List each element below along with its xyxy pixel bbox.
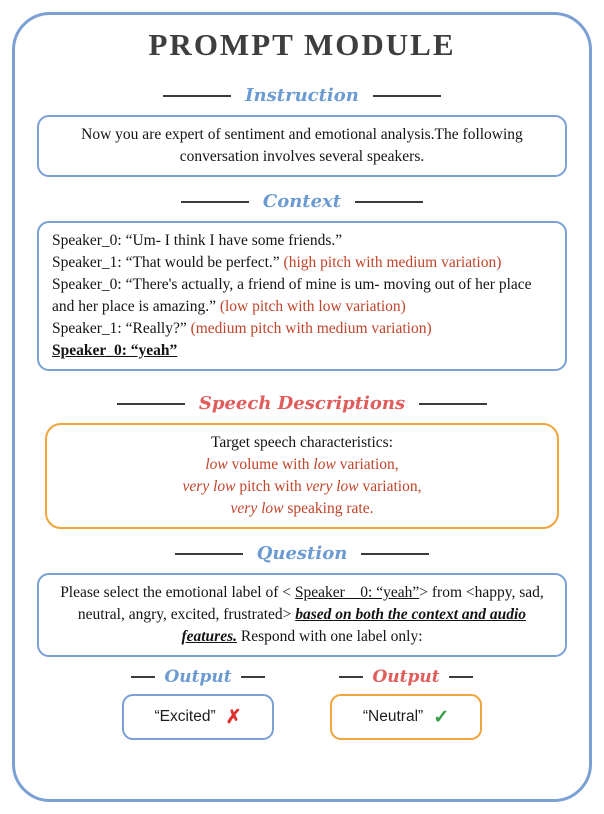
check-icon: ✓ [433,706,450,728]
divider-line [131,676,155,678]
divider-line [163,95,231,97]
speech-emphasis: low [313,456,336,473]
output-value: “Excited” [154,708,216,725]
output-box-correct [330,694,482,740]
x-icon: ✗ [225,706,242,728]
divider-line [419,403,487,405]
divider-line [117,403,185,405]
turn-annotation: (medium pitch with medium variation) [186,320,432,337]
speech-descriptions-header-label: Speech Descriptions [198,393,406,414]
speech-descriptions-box [45,423,559,529]
question-header-label: Question [256,543,348,564]
page-title: PROMPT MODULE [148,27,456,62]
context-header [37,191,567,212]
context-turn-target [52,340,552,362]
speech-emphasis: very low [230,500,284,517]
question-box [37,573,567,657]
output-box-incorrect [122,694,274,740]
turn-speech-target: Speaker_0: “yeah” [52,342,178,359]
speech-text: speaking rate. [283,500,374,517]
instruction-header-label: Instruction [245,85,359,106]
output-value: “Neutral” [362,708,424,725]
instruction-header [37,85,567,106]
output-header-incorrect [131,667,264,687]
divider-line [175,553,243,555]
speech-emphasis: very low [182,478,236,495]
prompt-module-frame [12,12,592,802]
speech-line [60,454,544,476]
output-header-correct [339,667,472,687]
turn-speech: Speaker_1: “That would be perfect.” [52,254,280,271]
output-header-label: Output [372,667,440,687]
question-header [37,543,567,564]
question-target-ref: Speaker__0: “yeah” [294,584,420,601]
divider-line [373,95,441,97]
context-header-label: Context [262,191,342,212]
context-turn [52,252,552,274]
question-text: Please select the emotional label of < [60,584,295,601]
question-text: Respond with one label only: [237,628,423,645]
speech-text: variation, [335,456,399,473]
instruction-box [37,115,567,177]
turn-speech: Speaker_0: “There's actually, a friend of mine is um- moving out of her place and her place is amazing.” [52,276,532,315]
speech-emphasis: low [205,456,228,473]
speech-text: pitch with [235,478,306,495]
question-emphasis: based on both the context and audio features. [181,606,527,645]
speech-intro: Target speech characteristics: [211,434,393,451]
turn-speech: Speaker_0: “Um- I think I have some friends.” [52,232,343,249]
divider-line [241,676,265,678]
context-turn [52,274,552,318]
context-turn [52,318,552,340]
divider-line [361,553,429,555]
speech-line [60,476,544,498]
speech-line [60,498,544,520]
outputs-row [37,667,567,740]
instruction-text: Now you are expert of sentiment and emotional analysis.The following conversation involves several speakers. [81,126,523,165]
speech-text: volume with [227,456,314,473]
divider-line [339,676,363,678]
divider-line [181,201,249,203]
speech-emphasis: very low [305,478,359,495]
output-incorrect [122,667,274,740]
speech-text: variation, [358,478,422,495]
output-correct [330,667,482,740]
divider-line [449,676,473,678]
turn-annotation: (high pitch with medium variation) [279,254,502,271]
output-header-label: Output [164,667,232,687]
context-box [37,221,567,371]
divider-line [355,201,423,203]
turn-annotation: (low pitch with low variation) [215,298,406,315]
speech-descriptions-header [37,393,567,414]
turn-speech: Speaker_1: “Really?” [52,320,187,337]
context-turn [52,230,552,252]
question-text: > from <happy, sad, neutral, angry, excited, frustrated> [77,584,544,623]
